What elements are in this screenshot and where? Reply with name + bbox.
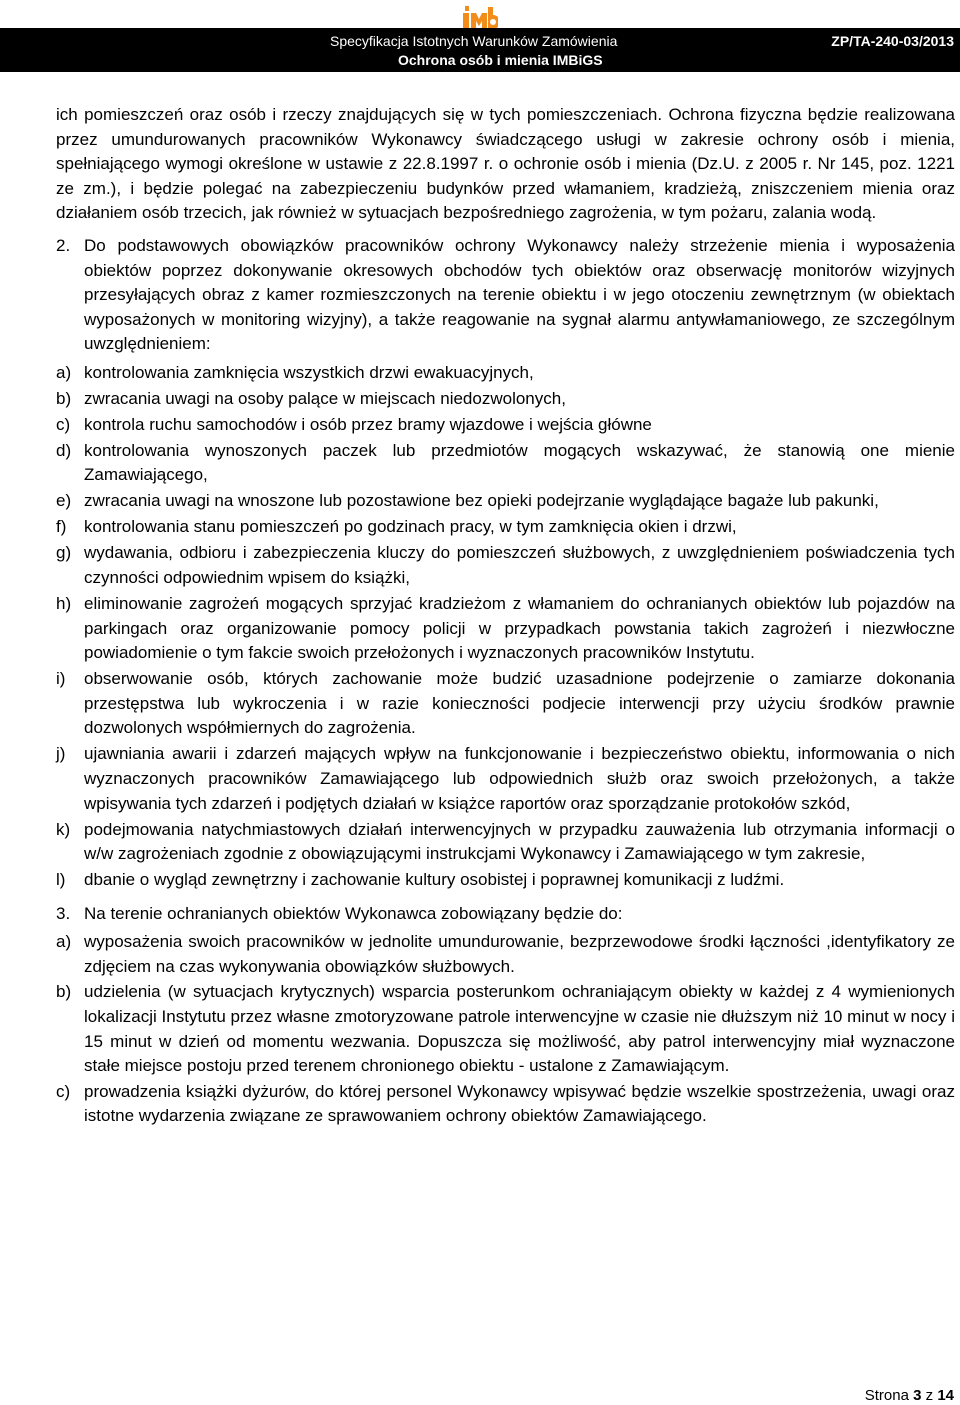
list-text: eliminowanie zagrożeń mogących sprzyjać kradzieżom z włamaniem do ochranianych obiektów lub pojazdów na parkingach oraz organizowanie pomocy policji w przypadkach powstania takich zagrożeń i niezwłoczne powiadomienie o tym fakcie swoich przełożonych i wyznaczonych pracowników Instytutu.	[84, 594, 955, 663]
section-2	[56, 234, 955, 893]
list-letter: c)	[56, 1081, 71, 1101]
page-number	[865, 1388, 954, 1404]
section-2-list	[56, 361, 955, 893]
list-text: kontrolowania stanu pomieszczeń po godzinach pracy, w tym zamknięcia okien i drzwi,	[84, 517, 737, 537]
list-text: wydawania, odbioru i zabezpieczenia kluczy do pomieszczeń służbowych, z uwzględnieniem poświadczenia tych czynności odpowiednim wpisem do książki,	[84, 543, 955, 588]
list-text: prowadzenia książki dyżurów, do której personel Wykonawcy wpisywać będzie wszelkie spostrzeżenia, uwagi oraz istotne wydarzenia związane ze sprawowaniem ochrony obiektów Zamawiającego.	[84, 1081, 955, 1126]
list-letter: b)	[56, 388, 72, 408]
section-number: 3.	[56, 903, 71, 923]
list-text: udzielenia (w sytuacjach krytycznych) wsparcia posterunkom ochraniającym obiekty w każdej z 4 wymienionych lokalizacji Instytutu przez własne zmotoryzowane patrole interwencyjne w czasie nie dłuższym niż 10 minut w nocy i 15 minut w dzień od momentu wezwania. Dopuszcza się możliwość, aby patrol interwencyjny miał wyznaczone stałe miejsce postoju przed terenem chronionego obiektu - ustalone z Zamawiającym.	[84, 982, 955, 1076]
list-item	[56, 592, 955, 666]
section-3-list	[56, 930, 955, 1129]
total-pages: 14	[937, 1387, 954, 1404]
list-item	[56, 489, 955, 514]
page-header	[0, 0, 960, 72]
document-subtitle: Ochrona osób i mienia IMBiGS	[398, 52, 603, 68]
list-letter: d)	[56, 440, 72, 460]
reference-number: ZP/TA-240-03/2013	[831, 33, 954, 49]
list-letter: f)	[56, 517, 67, 537]
list-letter: e)	[56, 491, 72, 511]
list-letter: j)	[56, 744, 66, 764]
list-text: kontrola ruchu samochodów i osób przez bramy wjazdowe i wejścia główne	[84, 414, 652, 434]
list-text: podejmowania natychmiastowych działań interwencyjnych w przypadku zauważenia lub otrzymania informacji o w/w zagrożeniach zgodnie z obowiązującymi instrukcjami Wykonawcy i Zamawiającego w tym zakresie,	[84, 819, 955, 864]
list-letter: k)	[56, 819, 71, 839]
section-text: Na terenie ochranianych obiektów Wykonawca zobowiązany będzie do:	[84, 903, 623, 923]
list-item	[56, 1080, 955, 1129]
list-item	[56, 667, 955, 741]
intro-paragraph: ich pomieszczeń oraz osób i rzeczy znajdujących się w tych pomieszczeniach. Ochrona fizyczna będzie realizowana przez umundurowanych pracowników Wykonawcy świadczącego usługi w zakresie ochrony osób i mienia, spełniającego wymogi określone w ustawie z 22.8.1997 r. o ochronie osób i mienia (Dz.U. z 2005 r. Nr 145, poz. 1221 ze zm.), i będzie polegać na zabezpieczeniu budynków przed włamaniem, kradzieżą, zniszczeniem mienia oraz działaniem osób trzecich, jak również w sytuacjach bezpośredniego zagrożenia, w tym pożaru, zalania wodą.	[56, 105, 955, 223]
list-text: kontrolowania wynoszonych paczek lub przedmiotów mogących wskazywać, że stanowią one mienie Zamawiającego,	[84, 440, 955, 485]
list-text: kontrolowania zamknięcia wszystkich drzwi ewakuacyjnych,	[84, 362, 534, 382]
list-letter: i)	[56, 669, 66, 689]
page-separator: z	[921, 1387, 938, 1404]
section-3	[56, 902, 955, 1129]
document-title: Specyfikacja Istotnych Warunków Zamówienia	[330, 33, 618, 49]
list-item	[56, 930, 955, 979]
list-letter: l)	[56, 870, 66, 890]
list-item	[56, 439, 955, 488]
logo-icon	[462, 4, 498, 30]
list-item	[56, 818, 955, 867]
list-text: zwracania uwagi na osoby palące w miejscach niedozwolonych,	[84, 388, 566, 408]
list-letter: g)	[56, 543, 72, 563]
list-letter: h)	[56, 594, 72, 614]
list-item	[56, 980, 955, 1078]
list-letter: a)	[56, 362, 72, 382]
list-text: ujawniania awarii i zdarzeń mających wpływ na funkcjonowanie i bezpieczeństwo obiektu, informowania o nich wyznaczonych pracowników Zamawiającego lub odpowiednich służb oraz swoich przełożonych, a także wpisywania tych zdarzeń i podjętych działań w książce raportów oraz sporządzanie protokołów szkód,	[84, 744, 955, 813]
list-item	[56, 868, 955, 893]
section-text: Do podstawowych obowiązków pracowników ochrony Wykonawcy należy strzeżenie mienia i wyposażenia obiektów poprzez dokonywanie okresowych obchodów tych obiektów oraz obserwację monitorów wizyjnych przesyłających obraz z kamer rozmieszczonych na terenie obiektu i w jego otoczeniu zewnętrznym (w obiektach wyposażonych w monitoring wizyjny), a także reagowanie na sygnał alarmu antywłamaniowego, ze szczególnym uwzględnieniem:	[84, 235, 955, 354]
section-number: 2.	[56, 235, 71, 255]
list-item	[56, 742, 955, 816]
list-text: obserwowanie osób, których zachowanie może budzić uzasadnione podejrzenie o zamiarze dokonania przestępstwa lub wykroczenia i w razie konieczności podjecie interwencji przy użyciu środków prawnie dozwolonych współmiernych do zagrożenia.	[84, 669, 955, 738]
list-text: wyposażenia swoich pracowników w jednolite umundurowanie, bezprzewodowe środki łączności ,identyfikatory ze zdjęciem na czas wykonywania obowiązków służbowych.	[84, 932, 955, 976]
list-item	[56, 361, 955, 386]
current-page: 3	[913, 1387, 922, 1404]
document-body	[56, 103, 955, 1130]
list-text: dbanie o wygląd zewnętrzny i zachowanie kultury osobistej i poprawnej komunikacji z ludźmi.	[84, 870, 785, 890]
list-item	[56, 515, 955, 540]
list-text: zwracania uwagi na wnoszone lub pozostawione bez opieki podejrzanie wyglądające bagaże lub pakunki,	[84, 491, 879, 511]
list-letter: c)	[56, 414, 71, 434]
list-item	[56, 387, 955, 412]
list-item	[56, 541, 955, 590]
list-item	[56, 413, 955, 438]
page-label: Strona	[864, 1387, 914, 1404]
list-letter: b)	[56, 982, 72, 1002]
list-letter: a)	[56, 932, 72, 952]
